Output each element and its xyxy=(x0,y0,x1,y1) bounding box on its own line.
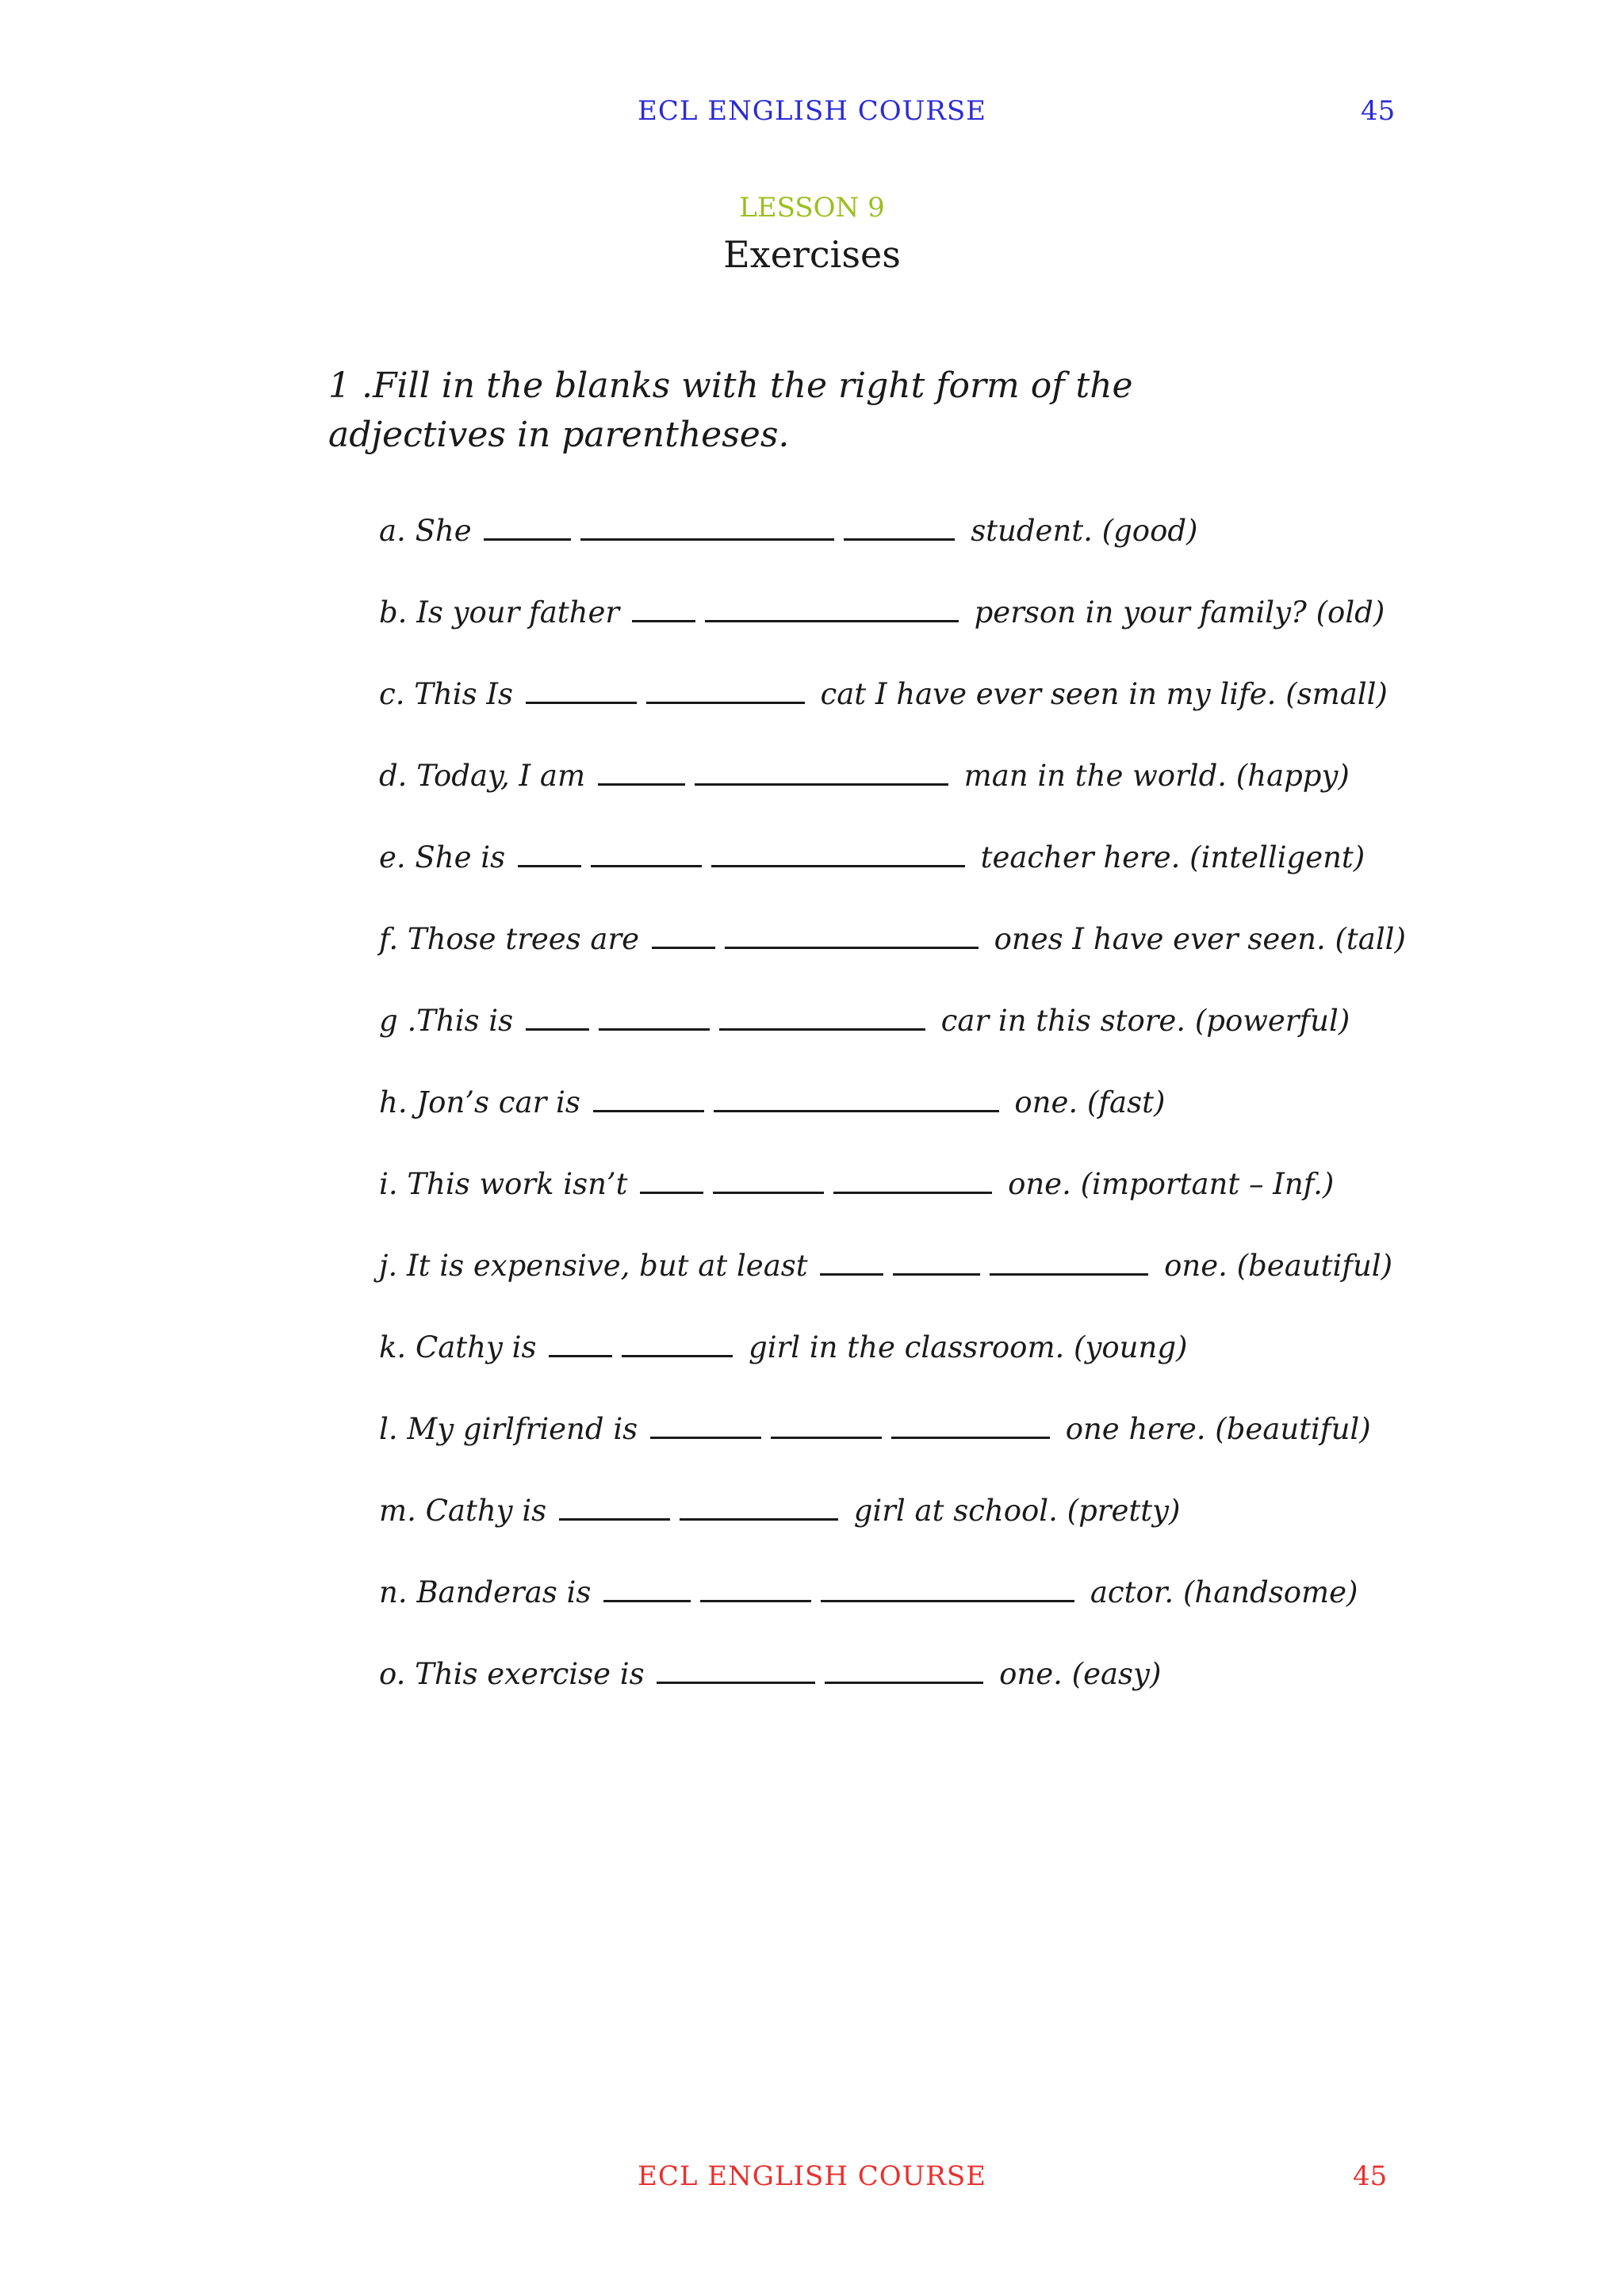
answer-blank xyxy=(646,673,805,704)
exercise-item xyxy=(379,997,1410,1079)
exercise-prompt: i. This work isn’t xyxy=(379,1167,628,1201)
answer-blank xyxy=(719,1000,925,1031)
header-title: ECL ENGLISH COURSE xyxy=(638,95,986,127)
section-title: Exercises xyxy=(723,233,901,276)
exercise-prompt: f. Those trees are xyxy=(379,922,640,956)
answer-blank xyxy=(713,1163,824,1194)
exercise-prompt: a. She xyxy=(379,514,472,548)
answer-blank xyxy=(603,1571,691,1602)
exercise-item xyxy=(379,1079,1410,1161)
answer-blank xyxy=(711,836,965,867)
exercise-item xyxy=(379,834,1410,916)
answer-blank xyxy=(591,836,702,867)
exercise-hint: car in this store. (powerful) xyxy=(940,1004,1350,1038)
answer-blank xyxy=(526,1000,589,1031)
answer-blank xyxy=(820,1245,883,1276)
exercise-item xyxy=(379,589,1410,671)
answer-blank xyxy=(825,1653,983,1684)
exercise-prompt: l. My girlfriend is xyxy=(379,1412,638,1446)
exercise-prompt: c. This Is xyxy=(379,677,513,711)
answer-blank xyxy=(559,1490,670,1521)
answer-blank xyxy=(891,1408,1050,1439)
answer-blank xyxy=(622,1326,733,1357)
answer-blank xyxy=(700,1571,811,1602)
answer-blank xyxy=(632,591,695,622)
exercise-prompt: m. Cathy is xyxy=(379,1494,547,1528)
answer-blank xyxy=(725,918,979,949)
exercise-prompt: g .This is xyxy=(379,1004,514,1038)
exercise-hint: girl in the classroom. (young) xyxy=(749,1330,1188,1364)
answer-blank xyxy=(652,918,715,949)
lesson-label: LESSON 9 xyxy=(739,192,885,224)
answer-blank xyxy=(821,1571,1074,1602)
answer-blank xyxy=(650,1408,761,1439)
footer-page-number: 45 xyxy=(1353,2160,1388,2192)
exercise-item xyxy=(379,1161,1410,1242)
answer-blank xyxy=(833,1163,992,1194)
exercise-item xyxy=(379,1487,1410,1569)
exercise-prompt: h. Jon’s car is xyxy=(379,1085,580,1119)
answer-blank xyxy=(598,755,685,786)
exercise-prompt: n. Banderas is xyxy=(379,1575,592,1609)
answer-blank xyxy=(714,1081,999,1112)
exercise-item xyxy=(379,1242,1410,1324)
exercise-item xyxy=(379,916,1410,997)
exercise-item xyxy=(379,1406,1410,1487)
answer-blank xyxy=(518,836,581,867)
exercise-prompt: j. It is expensive, but at least xyxy=(379,1249,808,1283)
exercise-hint: actor. (handsome) xyxy=(1090,1575,1358,1609)
exercise-prompt: b. Is your father xyxy=(379,595,620,629)
answer-blank xyxy=(549,1326,612,1357)
exercise-hint: one here. (beautiful) xyxy=(1065,1412,1371,1446)
exercise-item xyxy=(379,1651,1410,1732)
answer-blank xyxy=(705,591,959,622)
answer-blank xyxy=(484,510,571,541)
header-page-number: 45 xyxy=(1361,95,1396,127)
answer-blank xyxy=(771,1408,882,1439)
answer-blank xyxy=(593,1081,704,1112)
exercise-hint: one. (easy) xyxy=(999,1657,1162,1691)
exercise-hint: one. (beautiful) xyxy=(1164,1249,1393,1283)
exercise-hint: one. (fast) xyxy=(1014,1085,1166,1119)
answer-blank xyxy=(640,1163,703,1194)
answer-blank xyxy=(893,1245,980,1276)
exercise-prompt: d. Today, I am xyxy=(379,759,586,793)
answer-blank xyxy=(599,1000,710,1031)
exercise-hint: person in your family? (old) xyxy=(974,595,1385,629)
exercise-hint: teacher here. (intelligent) xyxy=(980,840,1365,874)
exercise-prompt: e. She is xyxy=(379,840,506,874)
answer-blank xyxy=(695,755,948,786)
exercise-hint: one. (important – Inf.) xyxy=(1008,1167,1335,1201)
answer-blank xyxy=(680,1490,838,1521)
answer-blank xyxy=(657,1653,815,1684)
exercise-instruction: 1 .Fill in the blanks with the right form of the adjectives in parentheses. xyxy=(328,365,1133,455)
answer-blank xyxy=(580,510,834,541)
exercise-item xyxy=(379,671,1410,752)
exercise-hint: cat I have ever seen in my life. (small) xyxy=(820,677,1388,711)
exercise-prompt: o. This exercise is xyxy=(379,1657,645,1691)
answer-blank xyxy=(526,673,637,704)
exercise-item xyxy=(379,507,1410,589)
exercise-item xyxy=(379,1324,1410,1406)
exercise-hint: girl at school. (pretty) xyxy=(853,1494,1181,1528)
exercise-list xyxy=(379,507,1410,1732)
answer-blank xyxy=(990,1245,1148,1276)
exercise-prompt: k. Cathy is xyxy=(379,1330,537,1364)
answer-blank xyxy=(844,510,955,541)
footer-title: ECL ENGLISH COURSE xyxy=(638,2160,986,2192)
exercise-hint: man in the world. (happy) xyxy=(963,759,1350,793)
exercise-item xyxy=(379,752,1410,834)
exercise-hint: ones I have ever seen. (tall) xyxy=(994,922,1406,956)
exercise-item xyxy=(379,1569,1410,1651)
exercise-hint: student. (good) xyxy=(971,514,1198,548)
